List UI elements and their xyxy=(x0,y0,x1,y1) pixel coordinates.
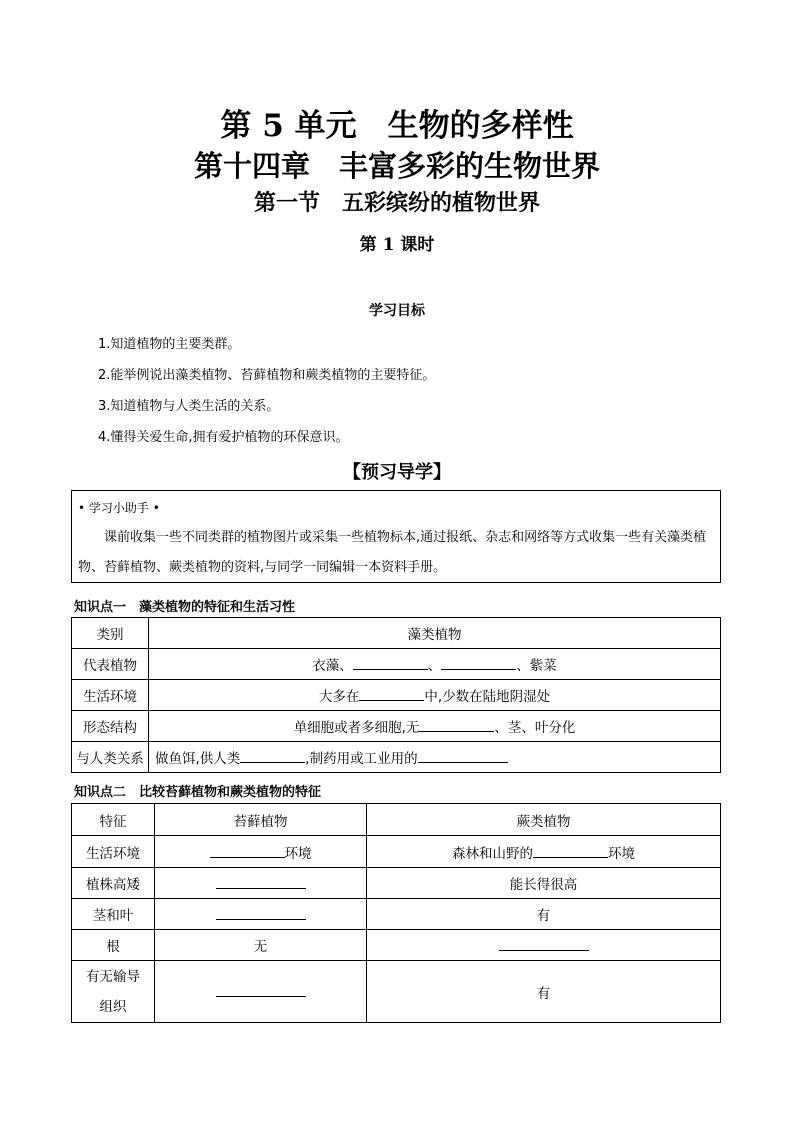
table-cell: 能长得很高 xyxy=(367,868,721,899)
fill-blank xyxy=(210,843,285,858)
row-label: 植株高矮 xyxy=(72,868,155,899)
row-label: 生活环境 xyxy=(72,680,149,711)
fill-blank xyxy=(533,843,608,858)
fill-blank xyxy=(216,905,306,920)
table-cell xyxy=(155,899,367,930)
fill-blank xyxy=(441,655,516,670)
table-cell: 大多在 中,少数在陆地阴湿处 xyxy=(149,680,721,711)
helper-text: 课前收集一些不同类群的植物图片或采集一些植物标本,通过报纸、杂志和网络等方式收集一些有关藻类植物、苔藓植物、蕨类植物的资料,与同学一同编辑一本资料手册。 xyxy=(78,530,707,575)
table-cell: 有 xyxy=(367,961,721,1023)
helper-title: • 学习小助手 • xyxy=(78,501,160,515)
table-cell: 做鱼饵,供人类 ,制药用或工业用的 xyxy=(149,742,721,773)
unit-title: 第 5 单元 生物的多样性 xyxy=(220,108,574,144)
row-label: 茎和叶 xyxy=(72,899,155,930)
table-cell: 森林和山野的 环境 xyxy=(367,836,721,868)
lesson-title: 第 1 课时 xyxy=(359,235,435,255)
knowledge-point-2-heading: 知识点二 比较苔藓植物和蕨类植物的特征 xyxy=(74,785,322,800)
row-label: 有无输导组织 xyxy=(72,961,155,1023)
table-header: 类别 xyxy=(72,618,149,649)
table-header: 藻类植物 xyxy=(149,618,721,649)
objective-item: 4.懂得关爱生命,拥有爱护植物的环保意识。 xyxy=(98,430,349,445)
table-cell xyxy=(155,868,367,899)
objective-item: 3.知道植物与人类生活的关系。 xyxy=(98,399,280,414)
fill-blank xyxy=(216,874,306,889)
row-label: 生活环境 xyxy=(72,836,155,868)
table-cell: 无 xyxy=(155,930,367,961)
row-label: 形态结构 xyxy=(72,711,149,742)
table-cell: 有 xyxy=(367,899,721,930)
fill-blank xyxy=(240,748,305,763)
table-cell xyxy=(155,961,367,1023)
fill-blank xyxy=(418,748,508,763)
fill-blank xyxy=(353,655,428,670)
table-header: 苔藓植物 xyxy=(155,804,367,836)
table-cell: 单细胞或者多细胞,无 、茎、叶分化 xyxy=(149,711,721,742)
fill-blank xyxy=(419,717,494,732)
fill-blank xyxy=(216,982,306,997)
objectives-heading: 学习目标 xyxy=(369,303,425,319)
table-cell: 环境 xyxy=(155,836,367,868)
row-label: 与人类关系 xyxy=(72,742,149,773)
row-label: 代表植物 xyxy=(72,649,149,680)
knowledge-point-1-heading: 知识点一 藻类植物的特征和生活习性 xyxy=(74,600,296,615)
algae-table xyxy=(71,617,721,773)
row-label: 根 xyxy=(72,930,155,961)
fill-blank xyxy=(499,936,589,951)
objective-item: 2.能举例说出藻类植物、苔藓植物和蕨类植物的主要特征。 xyxy=(98,368,436,383)
objective-item: 1.知道植物的主要类群。 xyxy=(98,337,241,352)
section-title: 第一节 五彩缤纷的植物世界 xyxy=(253,190,540,216)
fill-blank xyxy=(359,686,424,701)
table-cell xyxy=(367,930,721,961)
table-cell: 衣藻、 、 、紫菜 xyxy=(149,649,721,680)
learning-helper-box xyxy=(71,490,721,583)
preview-heading: 【预习导学】 xyxy=(343,462,451,483)
moss-fern-table xyxy=(71,803,721,1023)
chapter-title: 第十四章 丰富多彩的生物世界 xyxy=(193,149,600,183)
table-header: 蕨类植物 xyxy=(367,804,721,836)
table-header: 特征 xyxy=(72,804,155,836)
